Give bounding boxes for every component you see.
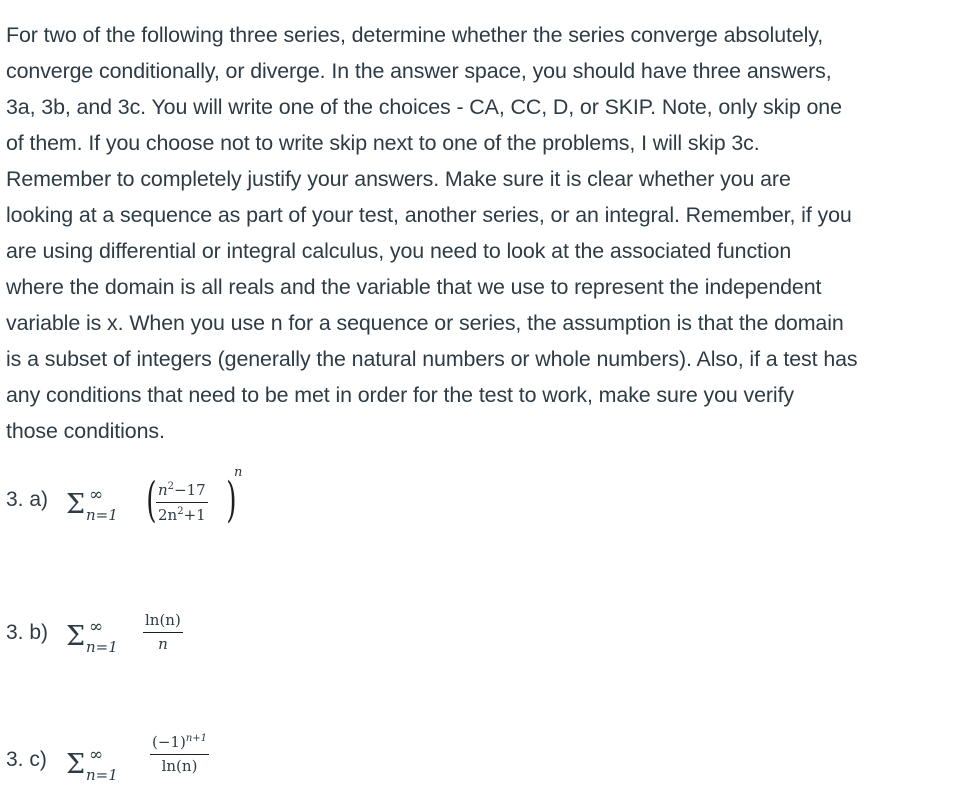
upper-limit: ∞ xyxy=(89,745,104,765)
sigma-symbol: Σ xyxy=(66,621,86,652)
instruction-line: those conditions. xyxy=(6,419,165,443)
problem-label: 3. c) xyxy=(6,748,47,771)
problem-3a xyxy=(6,462,266,552)
series-fraction xyxy=(150,734,209,774)
series-fraction xyxy=(156,482,208,523)
den-head: 2n xyxy=(158,506,178,524)
instruction-line: converge conditionally, or diverge. In the answer space, you should have three answers, xyxy=(6,59,832,83)
instruction-line: For two of the following three series, determine whether the series converge absolutely, xyxy=(6,23,824,47)
numerator: ln(n) xyxy=(145,611,181,629)
problem-3b xyxy=(6,605,226,665)
instruction-line: is a subset of integers (generally the natural numbers or whole numbers). Also, if a test has xyxy=(6,347,858,371)
denominator: n xyxy=(143,632,183,652)
upper-limit: ∞ xyxy=(89,485,104,505)
num-tail: −17 xyxy=(174,481,206,499)
lower-limit: n=1 xyxy=(86,506,118,524)
num-exp: n+1 xyxy=(185,733,208,744)
den-exp: 2 xyxy=(177,506,184,517)
num-var: n xyxy=(158,481,168,499)
instruction-line: where the domain is all reals and the variable that we use to represent the independent xyxy=(6,275,822,299)
series-fraction xyxy=(143,613,183,652)
problem-label: 3. b) xyxy=(6,621,49,644)
instruction-line: any conditions that need to be met in order for the test to work, make sure you verify xyxy=(6,383,795,407)
num-exp: 2 xyxy=(167,481,175,492)
instruction-line: 3a, 3b, and 3c. You will write one of the choices - CA, CC, D, or SKIP. Note, only skip one xyxy=(6,95,842,119)
instruction-line: variable is x. When you use n for a sequence or series, the assumption is that the domain xyxy=(6,311,844,335)
right-paren: ) xyxy=(226,472,237,528)
sigma-symbol: Σ xyxy=(66,489,86,520)
denominator: ln(n) xyxy=(150,754,209,774)
instruction-line: are using differential or integral calculus, you need to look at the associated function xyxy=(6,239,792,263)
problem-3c xyxy=(6,730,246,800)
lower-limit: n=1 xyxy=(86,766,118,784)
instruction-line: looking at a sequence as part of your test, another series, or an integral. Remember, if you xyxy=(6,203,852,227)
instruction-line: of them. If you choose not to write skip next to one of the problems, I will skip 3c. xyxy=(6,131,760,155)
left-paren: ( xyxy=(146,472,157,528)
num-base: (−1) xyxy=(152,733,186,751)
lower-limit: n=1 xyxy=(86,638,118,656)
instructions-paragraph xyxy=(6,17,954,449)
problem-label: 3. a) xyxy=(6,488,49,511)
upper-limit: ∞ xyxy=(89,617,104,637)
outer-exponent: n xyxy=(234,465,243,480)
sigma-symbol: Σ xyxy=(66,749,86,780)
instruction-line: Remember to completely justify your answers. Make sure it is clear whether you are xyxy=(6,167,791,191)
den-tail: +1 xyxy=(183,506,206,524)
